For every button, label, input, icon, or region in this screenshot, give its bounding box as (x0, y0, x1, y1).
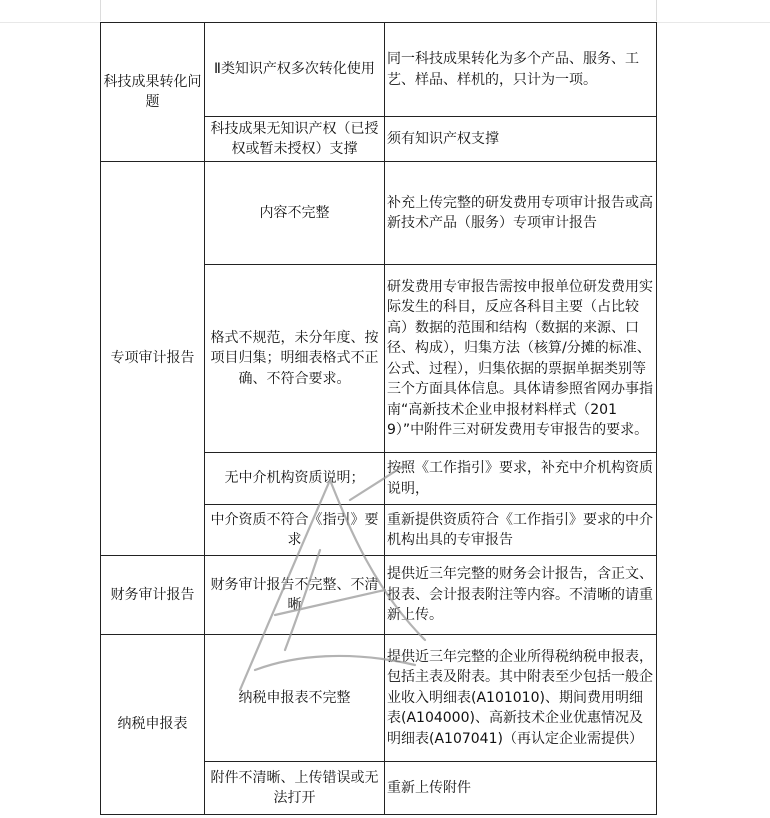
remedy-cell: 按照《工作指引》要求，补充中介机构资质说明， (385, 453, 657, 505)
issue-cell: 财务审计报告不完整、不清晰 (205, 556, 385, 635)
category-cell: 科技成果转化问题 (101, 23, 205, 162)
remedy-cell: 提供近三年完整的财务会计报告，含正文、报表、会计报表附注等内容。不清晰的请重新上传。 (385, 556, 657, 635)
requirements-table (100, 22, 657, 815)
category-cell: 专项审计报告 (101, 162, 205, 556)
issue-cell: 内容不完整 (205, 162, 385, 265)
remedy-cell: 补充上传完整的研发费用专项审计报告或高新技术产品（服务）专项审计报告 (385, 162, 657, 265)
remedy-cell: 重新上传附件 (385, 762, 657, 815)
issue-cell: 纳税申报表不完整 (205, 635, 385, 762)
table-row (101, 556, 657, 635)
table-row (101, 635, 657, 762)
ruler-strip (0, 0, 770, 23)
issue-cell: 中介资质不符合《指引》要求 (205, 505, 385, 556)
remedy-cell: 重新提供资质符合《工作指引》要求的中介机构出具的专审报告 (385, 505, 657, 556)
remedy-cell: 研发费用专审报告需按申报单位研发费用实际发生的科目，反应各科目主要（占比较高）数据的范围和结构（数据的来源、口径、构成），归集方法（核算/分摊的标准、公式、过程），归集依据的票据单据类别等三个方面具体信息。具体请参照省网办事指南“高新技术企业申报材料样式（2019）”中附件三对研发费用专审报告的要求。 (385, 265, 657, 453)
ruler-tick (656, 0, 657, 21)
issue-cell: Ⅱ类知识产权多次转化使用 (205, 23, 385, 117)
table-row (101, 162, 657, 265)
category-cell: 财务审计报告 (101, 556, 205, 635)
remedy-cell: 同一科技成果转化为多个产品、服务、工艺、样品、样机的，只计为一项。 (385, 23, 657, 117)
issue-cell: 无中介机构资质说明； (205, 453, 385, 505)
issue-cell: 格式不规范，未分年度、按项目归集；明细表格式不正确、不符合要求。 (205, 265, 385, 453)
issue-cell: 附件不清晰、上传错误或无法打开 (205, 762, 385, 815)
issue-cell: 科技成果无知识产权（已授权或暂未授权）支撑 (205, 117, 385, 162)
remedy-cell: 须有知识产权支撑 (385, 117, 657, 162)
table-row (101, 23, 657, 117)
category-cell: 纳税申报表 (101, 635, 205, 815)
ruler-tick (100, 0, 101, 21)
remedy-cell: 提供近三年完整的企业所得税纳税申报表，包括主表及附表。其中附表至少包括一般企业收入明细表(A101010)、期间费用明细表(A104000)、高新技术企业优惠情况及明细表(A107041)（再认定企业需提供） (385, 635, 657, 762)
